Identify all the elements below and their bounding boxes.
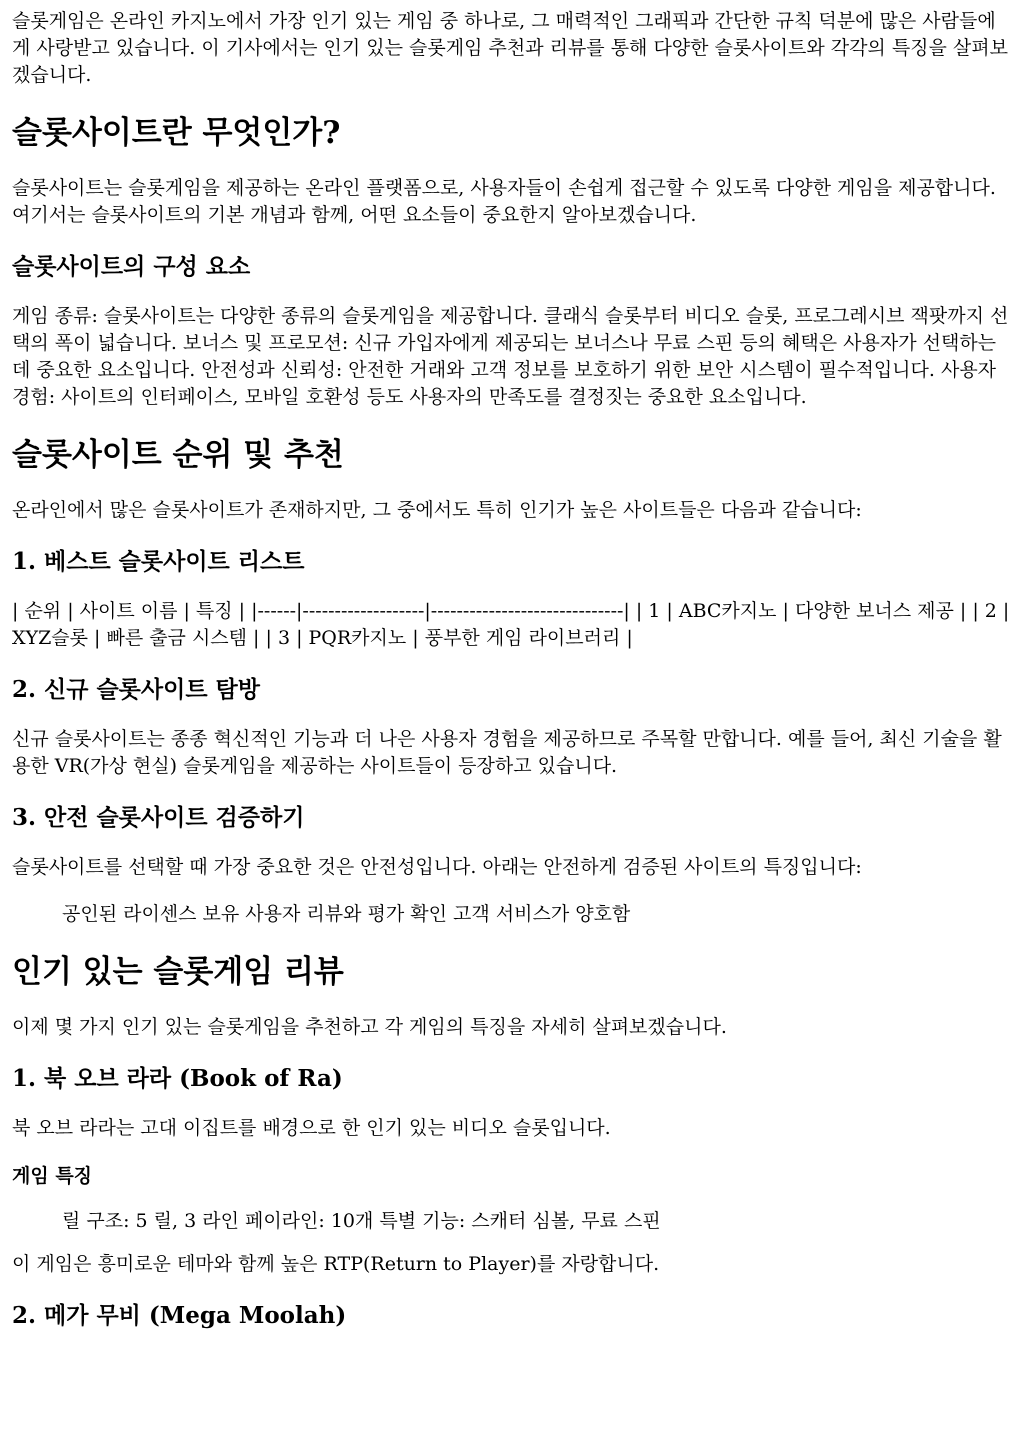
reviews-paragraph: 이제 몇 가지 인기 있는 슬롯게임을 추천하고 각 게임의 특징을 자세히 살펴보겠습니다.: [12, 1016, 727, 1038]
heading-mega-moolah: 2. 메가 무비 (Mega Moolah): [12, 1302, 347, 1329]
intro-paragraph: 슬롯게임은 온라인 카지노에서 가장 인기 있는 게임 중 하나로, 그 매력적인 그래픽과 간단한 규칙 덕분에 많은 사람들에게 사랑받고 있습니다. 이 기사에서는 인기 있는 슬롯게임 추천과 리뷰를 통해 다양한 슬롯사이트와 각각의 특징을 살펴보겠습니다.: [12, 10, 1008, 86]
heading-what-is-slot-site: 슬롯사이트란 무엇인가?: [12, 115, 341, 151]
new-sites-paragraph: 신규 슬롯사이트는 종종 혁신적인 기능과 더 나은 사용자 경험을 제공하므로 주목할 만합니다. 예를 들어, 최신 기술을 활용한 VR(가상 현실) 슬롯게임을 제공하는 사이트들이 등장하고 있습니다.: [12, 728, 1002, 777]
heading-best-list: 1. 베스트 슬롯사이트 리스트: [12, 548, 305, 575]
safe-sites-paragraph: 슬롯사이트를 선택할 때 가장 중요한 것은 안전성입니다. 아래는 안전하게 검증된 사이트의 특징입니다:: [12, 856, 862, 878]
ranking-paragraph: 온라인에서 많은 슬롯사이트가 존재하지만, 그 중에서도 특히 인기가 높은 사이트들은 다음과 같습니다:: [12, 499, 862, 521]
book-of-ra-paragraph: 북 오브 라라는 고대 이집트를 배경으로 한 인기 있는 비디오 슬롯입니다.: [12, 1117, 611, 1139]
heading-book-of-ra: 1. 북 오브 라라 (Book of Ra): [12, 1065, 343, 1092]
heading-game-features: 게임 특징: [12, 1165, 93, 1187]
heading-ranking: 슬롯사이트 순위 및 추천: [12, 437, 344, 473]
rtp-paragraph: 이 게임은 흥미로운 테마와 함께 높은 RTP(Return to Player)를 자랑합니다.: [12, 1253, 660, 1275]
heading-components: 슬롯사이트의 구성 요소: [12, 253, 251, 280]
safe-sites-list: 공인된 라이센스 보유 사용자 리뷰와 평가 확인 고객 서비스가 양호함: [62, 903, 631, 925]
what-is-paragraph: 슬롯사이트는 슬롯게임을 제공하는 온라인 플랫폼으로, 사용자들이 손쉽게 접근할 수 있도록 다양한 게임을 제공합니다. 여기서는 슬롯사이트의 기본 개념과 함께, 어떤 요소들이 중요한지 알아보겠습니다.: [12, 177, 996, 226]
components-paragraph: 게임 종류: 슬롯사이트는 다양한 종류의 슬롯게임을 제공합니다. 클래식 슬롯부터 비디오 슬롯, 프로그레시브 잭팟까지 선택의 폭이 넓습니다. 보너스 및 프로모션: 신규 가입자에게 제공되는 보너스나 무료 스핀 등의 혜택은 사용자가 선택하는 데 중요한 요소입니다. 안전성과 신뢰성: 안전한 거래와 고객 정보를 보호하기 위한 보안 시스템이 필수적입니다. 사용자 경험: 사이트의 인터페이스, 모바일 호환성 등도 사용자의 만족도를 결정짓는 중요한 요소입니다.: [12, 305, 1009, 408]
heading-new-sites: 2. 신규 슬롯사이트 탐방: [12, 676, 260, 703]
heading-reviews: 인기 있는 슬롯게임 리뷰: [12, 954, 344, 990]
best-list-raw-table: | 순위 | 사이트 이름 | 특징 | |------|-------------------|------------------------------| | 1 | ABC카지노 | 다양한 보너스 제공 | | 2 | XYZ슬롯 | 빠른 출금 시스템 | | 3 | PQR카지노 | 풍부한 게임 라이브러리 |: [12, 600, 1010, 649]
game-features-list: 릴 구조: 5 릴, 3 라인 페이라인: 10개 특별 기능: 스캐터 심볼, 무료 스핀: [62, 1210, 661, 1232]
heading-safe-sites: 3. 안전 슬롯사이트 검증하기: [12, 804, 305, 831]
